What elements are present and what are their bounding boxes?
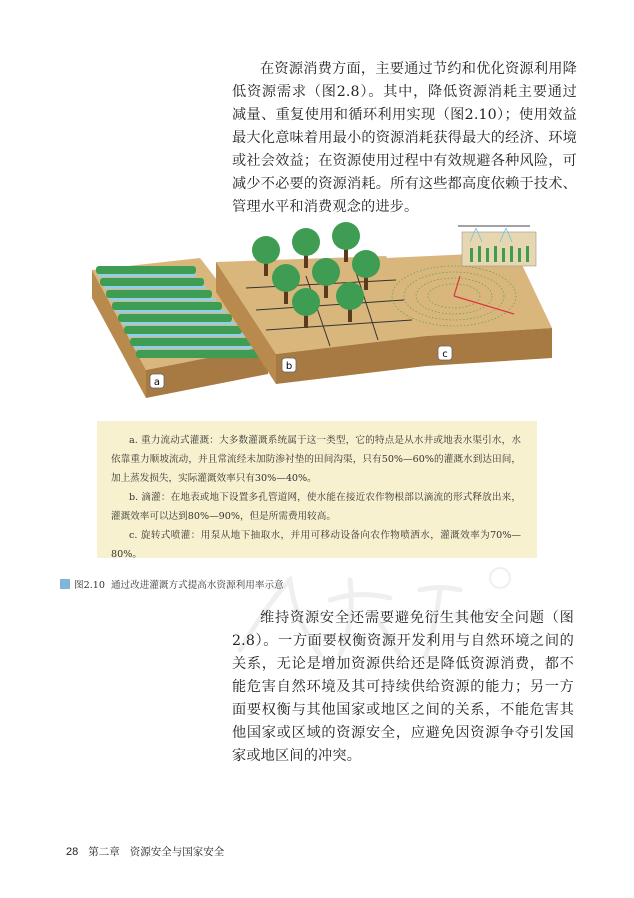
chapter-number: 第二章 bbox=[88, 846, 120, 858]
figure-label bbox=[60, 577, 284, 591]
body-paragraph-2: 维持资源安全还需要避免衍生其他安全问题（图2.8）。一方面要权衡资源开发利用与自然环境之间的关系，无论是增加资源供给还是降低资源消费，都不能危害自然环境及其可持续供给资源的能力；另一方面要权衡与其他国家或地区之间的关系，不能危害其他国家或区域的资源安全，应避免因资源争夺引发国家或地区间的冲突。 bbox=[232, 610, 574, 764]
figure-caption-box bbox=[97, 421, 537, 558]
panel-a-label: a bbox=[153, 377, 161, 388]
figure-number: 图2.10 bbox=[74, 580, 105, 591]
figure-label-marker bbox=[60, 579, 70, 589]
panel-c-label: c bbox=[442, 349, 448, 360]
figure-title: 通过改进灌溉方式提高水资源利用率示意 bbox=[110, 580, 284, 591]
caption-item-b: b. 滴灌：在地表或地下设置多孔管道网，使水能在接近农作物根部以滴流的形式释放出来，灌溉效率可以达到80%—90%，但是所需费用较高。 bbox=[111, 492, 521, 522]
body-paragraph-1: 在资源消费方面，主要通过节约和优化资源利用降低资源需求（图2.8）。其中，降低资源消耗主要通过减量、重复使用和循环利用实现（图2.10）；使用效益最大化意味着用最小的资源消耗获得最大的经济、环境或社会效益；在资源使用过程中有效规避各种风险，可减少不必要的资源消耗。所有这些都高度依赖于技术、管理水平和消费观念的进步。 bbox=[232, 61, 577, 215]
page-number: 28 bbox=[66, 846, 79, 858]
panel-b-label: b bbox=[285, 361, 293, 372]
page-footer bbox=[66, 844, 224, 859]
chapter-title: 资源安全与国家安全 bbox=[129, 846, 225, 858]
caption-item-c: c. 旋转式喷灌：用泵从地下抽取水，并用可移动设备向农作物喷洒水，灌溉效率为70%—80%。 bbox=[111, 530, 521, 560]
irrigation-illustration bbox=[86, 218, 556, 404]
caption-item-a: a. 重力流动式灌溉：大多数灌溉系统属于这一类型，它的特点是从水井或地表水渠引水，水依靠重力顺坡流动，并且常流经未加防渗衬垫的田间沟渠，只有50%—60%的灌溉水到达田间，加上蒸发损失，实际灌溉效率只有30%—40%。 bbox=[111, 435, 521, 484]
